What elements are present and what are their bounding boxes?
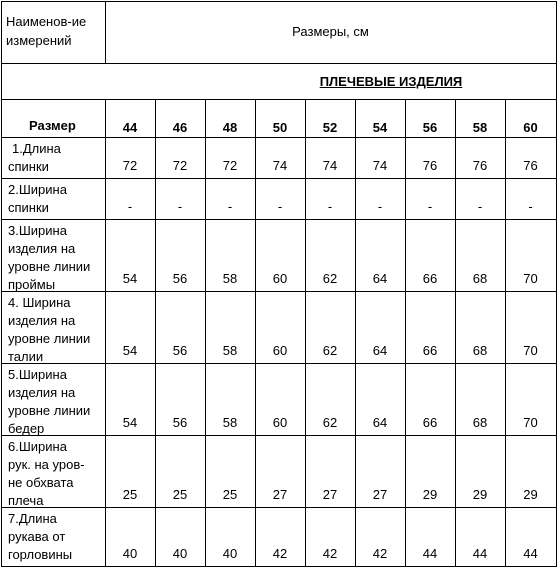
value-cell: 68 xyxy=(472,415,488,430)
value-cell: 44 xyxy=(422,546,438,561)
measurement-label: уровне линии xyxy=(8,259,91,274)
measurement-label: рук. на уров- xyxy=(8,457,85,472)
value-cell: 58 xyxy=(222,343,238,358)
value-cell: 27 xyxy=(372,487,388,502)
value-cell: 56 xyxy=(172,415,188,430)
row-line xyxy=(1,99,557,100)
value-cell: 29 xyxy=(422,487,438,502)
value-cell: - xyxy=(477,199,483,214)
row-line xyxy=(1,219,557,220)
measurement-label: горловины xyxy=(8,547,73,562)
value-cell: - xyxy=(377,199,383,214)
value-cell: 25 xyxy=(172,487,188,502)
value-cell: 56 xyxy=(172,271,188,286)
value-cell: 58 xyxy=(222,271,238,286)
value-cell: 29 xyxy=(472,487,488,502)
size-header-cell: 46 xyxy=(172,120,188,135)
value-cell: 62 xyxy=(322,343,338,358)
size-header-cell: 60 xyxy=(523,120,538,135)
value-cell: 64 xyxy=(372,271,388,286)
value-cell: 76 xyxy=(422,158,438,173)
value-cell: - xyxy=(327,199,333,214)
size-header-cell: 58 xyxy=(472,120,488,135)
value-cell: 40 xyxy=(122,546,138,561)
value-cell: 54 xyxy=(122,415,138,430)
value-cell: 29 xyxy=(523,487,538,502)
value-cell: 27 xyxy=(322,487,338,502)
row-line xyxy=(1,137,557,138)
measurement-label: изделия на xyxy=(8,385,76,400)
value-cell: 58 xyxy=(222,415,238,430)
size-header-cell: 52 xyxy=(322,120,338,135)
value-cell: 25 xyxy=(122,487,138,502)
value-cell: 42 xyxy=(272,546,288,561)
row-line xyxy=(1,363,557,364)
value-cell: 64 xyxy=(372,343,388,358)
measurement-label: талии xyxy=(8,349,44,364)
size-header-cell: 44 xyxy=(122,120,138,135)
value-cell: 74 xyxy=(372,158,388,173)
value-cell: 42 xyxy=(372,546,388,561)
value-cell: 64 xyxy=(372,415,388,430)
value-cell: 54 xyxy=(122,343,138,358)
measurement-label: 3.Ширина xyxy=(8,223,67,238)
measurement-label: уровне линии xyxy=(8,403,91,418)
size-label: Размер xyxy=(29,118,76,133)
value-cell: 27 xyxy=(272,487,288,502)
value-cell: 72 xyxy=(122,158,138,173)
value-cell: - xyxy=(227,199,233,214)
section-title: ПЛЕЧЕВЫЕ ИЗДЕЛИЯ xyxy=(319,74,463,89)
measurement-label: изделия на xyxy=(8,313,76,328)
value-cell: 40 xyxy=(172,546,188,561)
measurement-label: спинки xyxy=(8,159,49,174)
value-cell: 76 xyxy=(472,158,488,173)
row-line xyxy=(1,178,557,179)
value-cell: 66 xyxy=(422,415,438,430)
measurement-label: 7.Длина xyxy=(8,511,57,526)
header-name-label: измерений xyxy=(6,33,72,48)
value-cell: 56 xyxy=(172,343,188,358)
value-cell: 72 xyxy=(172,158,188,173)
measurement-label: изделия на xyxy=(8,241,76,256)
value-cell: 40 xyxy=(222,546,238,561)
measurement-label: не обхвата xyxy=(8,475,74,490)
measurement-label: 6.Ширина xyxy=(8,439,67,454)
value-cell: 68 xyxy=(472,343,488,358)
value-cell: - xyxy=(528,199,533,214)
value-cell: - xyxy=(277,199,283,214)
row-line xyxy=(1,1,557,2)
value-cell: 62 xyxy=(322,415,338,430)
value-cell: 70 xyxy=(523,343,538,358)
value-cell: 44 xyxy=(472,546,488,561)
measurement-label: плеча xyxy=(8,493,44,508)
value-cell: 42 xyxy=(322,546,338,561)
value-cell: 25 xyxy=(222,487,238,502)
value-cell: 44 xyxy=(523,546,538,561)
value-cell: 54 xyxy=(122,271,138,286)
measurement-label: 1.Длина xyxy=(12,141,61,156)
value-cell: 70 xyxy=(523,415,538,430)
value-cell: 72 xyxy=(222,158,238,173)
row-line xyxy=(1,507,557,508)
size-header-cell: 48 xyxy=(222,120,238,135)
measurement-label: рукава от xyxy=(8,529,66,544)
value-cell: 68 xyxy=(472,271,488,286)
size-header-cell: 54 xyxy=(372,120,388,135)
measurement-label: спинки xyxy=(8,200,49,215)
value-cell: 62 xyxy=(322,271,338,286)
value-cell: 76 xyxy=(523,158,538,173)
measurement-label: бедер xyxy=(8,421,45,436)
value-cell: 60 xyxy=(272,271,288,286)
measurement-label: 2.Ширина xyxy=(8,182,67,197)
row-line xyxy=(1,435,557,436)
header-name-label: Наименов-ие xyxy=(6,14,87,29)
value-cell: 74 xyxy=(272,158,288,173)
value-cell: 74 xyxy=(322,158,338,173)
measurement-label: 4. Ширина xyxy=(8,295,71,310)
measurement-label: 5.Ширина xyxy=(8,367,67,382)
size-header-cell: 56 xyxy=(422,120,438,135)
row-line xyxy=(1,291,557,292)
measurement-label: проймы xyxy=(8,277,56,292)
value-cell: 60 xyxy=(272,415,288,430)
measurement-label: уровне линии xyxy=(8,331,91,346)
value-cell: - xyxy=(177,199,183,214)
value-cell: 60 xyxy=(272,343,288,358)
value-cell: 66 xyxy=(422,343,438,358)
value-cell: 66 xyxy=(422,271,438,286)
value-cell: 70 xyxy=(523,271,538,286)
header-sizes-label: Размеры, см xyxy=(292,24,369,39)
value-cell: - xyxy=(127,199,133,214)
size-header-cell: 50 xyxy=(272,120,288,135)
value-cell: - xyxy=(427,199,433,214)
row-line xyxy=(1,63,557,64)
